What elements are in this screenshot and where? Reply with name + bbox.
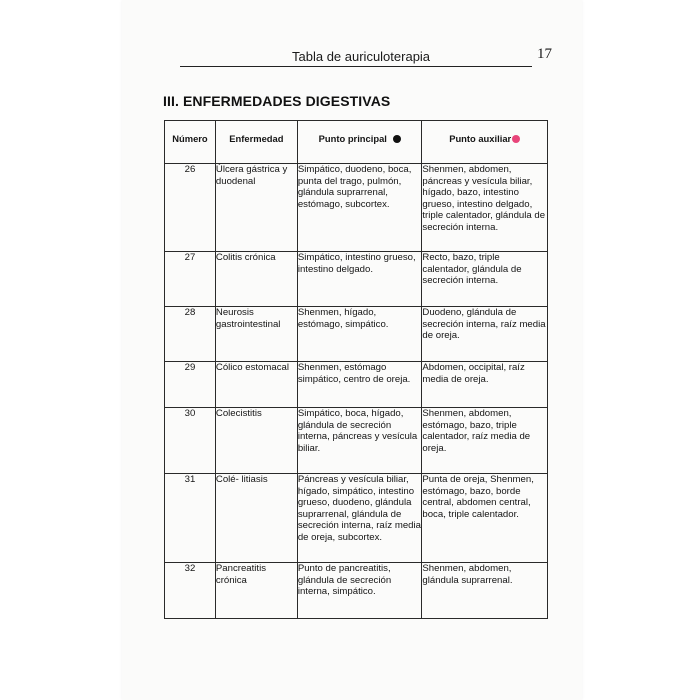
row-disease: Úlcera gástrica y duodenal	[215, 164, 297, 252]
row-aux-point: Abdomen, occipital, raíz media de oreja.	[422, 362, 548, 408]
header-punto-auxiliar-label: Punto auxiliar	[449, 133, 512, 144]
row-main-point: Simpático, boca, hígado, glándula de secreción interna, páncreas y vesícula biliar.	[297, 408, 422, 474]
row-disease: Pancreatitis crónica	[215, 563, 297, 619]
row-aux-point: Recto, bazo, triple calentador, glándula de secreción interna.	[422, 252, 548, 307]
running-header	[180, 44, 532, 67]
row-aux-point: Shenmen, abdomen, estómago, bazo, triple calentador, raíz media de oreja.	[422, 408, 548, 474]
table-row	[165, 252, 548, 307]
row-aux-point: Duodeno, glándula de secreción interna, raíz media de oreja.	[422, 307, 548, 362]
table-row	[165, 307, 548, 362]
section-title: III. ENFERMEDADES DIGESTIVAS	[163, 93, 391, 109]
header-enfermedad: Enfermedad	[215, 121, 297, 164]
row-number: 32	[165, 563, 216, 619]
row-main-point: Punto de pancreatitis, glándula de secreción interna, simpático.	[297, 563, 422, 619]
header-punto-auxiliar	[422, 121, 548, 164]
row-main-point: Shenmen, estómago simpático, centro de oreja.	[297, 362, 422, 408]
row-number: 31	[165, 474, 216, 563]
row-number: 28	[165, 307, 216, 362]
header-punto-principal-label: Punto principal	[318, 133, 387, 144]
header-punto-principal	[297, 121, 422, 164]
table-row	[165, 474, 548, 563]
row-aux-point: Shenmen, abdomen, páncreas y vesícula biliar, hígado, bazo, intestino grueso, intestino delgado, triple calentador, glándula de secreción interna.	[422, 164, 548, 252]
row-number: 27	[165, 252, 216, 307]
row-disease: Colé- litiasis	[215, 474, 297, 563]
page-number: 17	[537, 46, 552, 62]
row-disease: Colecistitis	[215, 408, 297, 474]
row-main-point: Shenmen, hígado, estómago, simpático.	[297, 307, 422, 362]
table-row	[165, 563, 548, 619]
row-main-point: Simpático, intestino grueso, intestino delgado.	[297, 252, 422, 307]
row-main-point: Simpático, duodeno, boca, punta del trago, pulmón, glándula suprarrenal, estómago, subcortex.	[297, 164, 422, 252]
digestive-diseases-table	[164, 120, 548, 619]
black-dot-icon	[393, 135, 401, 143]
table-row	[165, 408, 548, 474]
row-number: 30	[165, 408, 216, 474]
row-aux-point: Punta de oreja, Shenmen, estómago, bazo, borde central, abdomen central, boca, triple calentador.	[422, 474, 548, 563]
row-main-point: Páncreas y vesícula biliar, hígado, simpático, intestino grueso, duodeno, glándula suprarrenal, glándula de secreción interna, raíz media de oreja, subcortex.	[297, 474, 422, 563]
row-disease: Neurosis gastrointestinal	[215, 307, 297, 362]
row-number: 29	[165, 362, 216, 408]
header-numero: Número	[165, 121, 216, 164]
row-aux-point: Shenmen, abdomen, glándula suprarrenal.	[422, 563, 548, 619]
row-disease: Cólico estomacal	[215, 362, 297, 408]
row-disease: Colitis crónica	[215, 252, 297, 307]
row-number: 26	[165, 164, 216, 252]
table-row	[165, 362, 548, 408]
pink-dot-icon	[512, 135, 520, 143]
table-row	[165, 164, 548, 252]
running-title: Tabla de auriculoterapia	[292, 49, 431, 64]
table-header-row	[165, 121, 548, 164]
